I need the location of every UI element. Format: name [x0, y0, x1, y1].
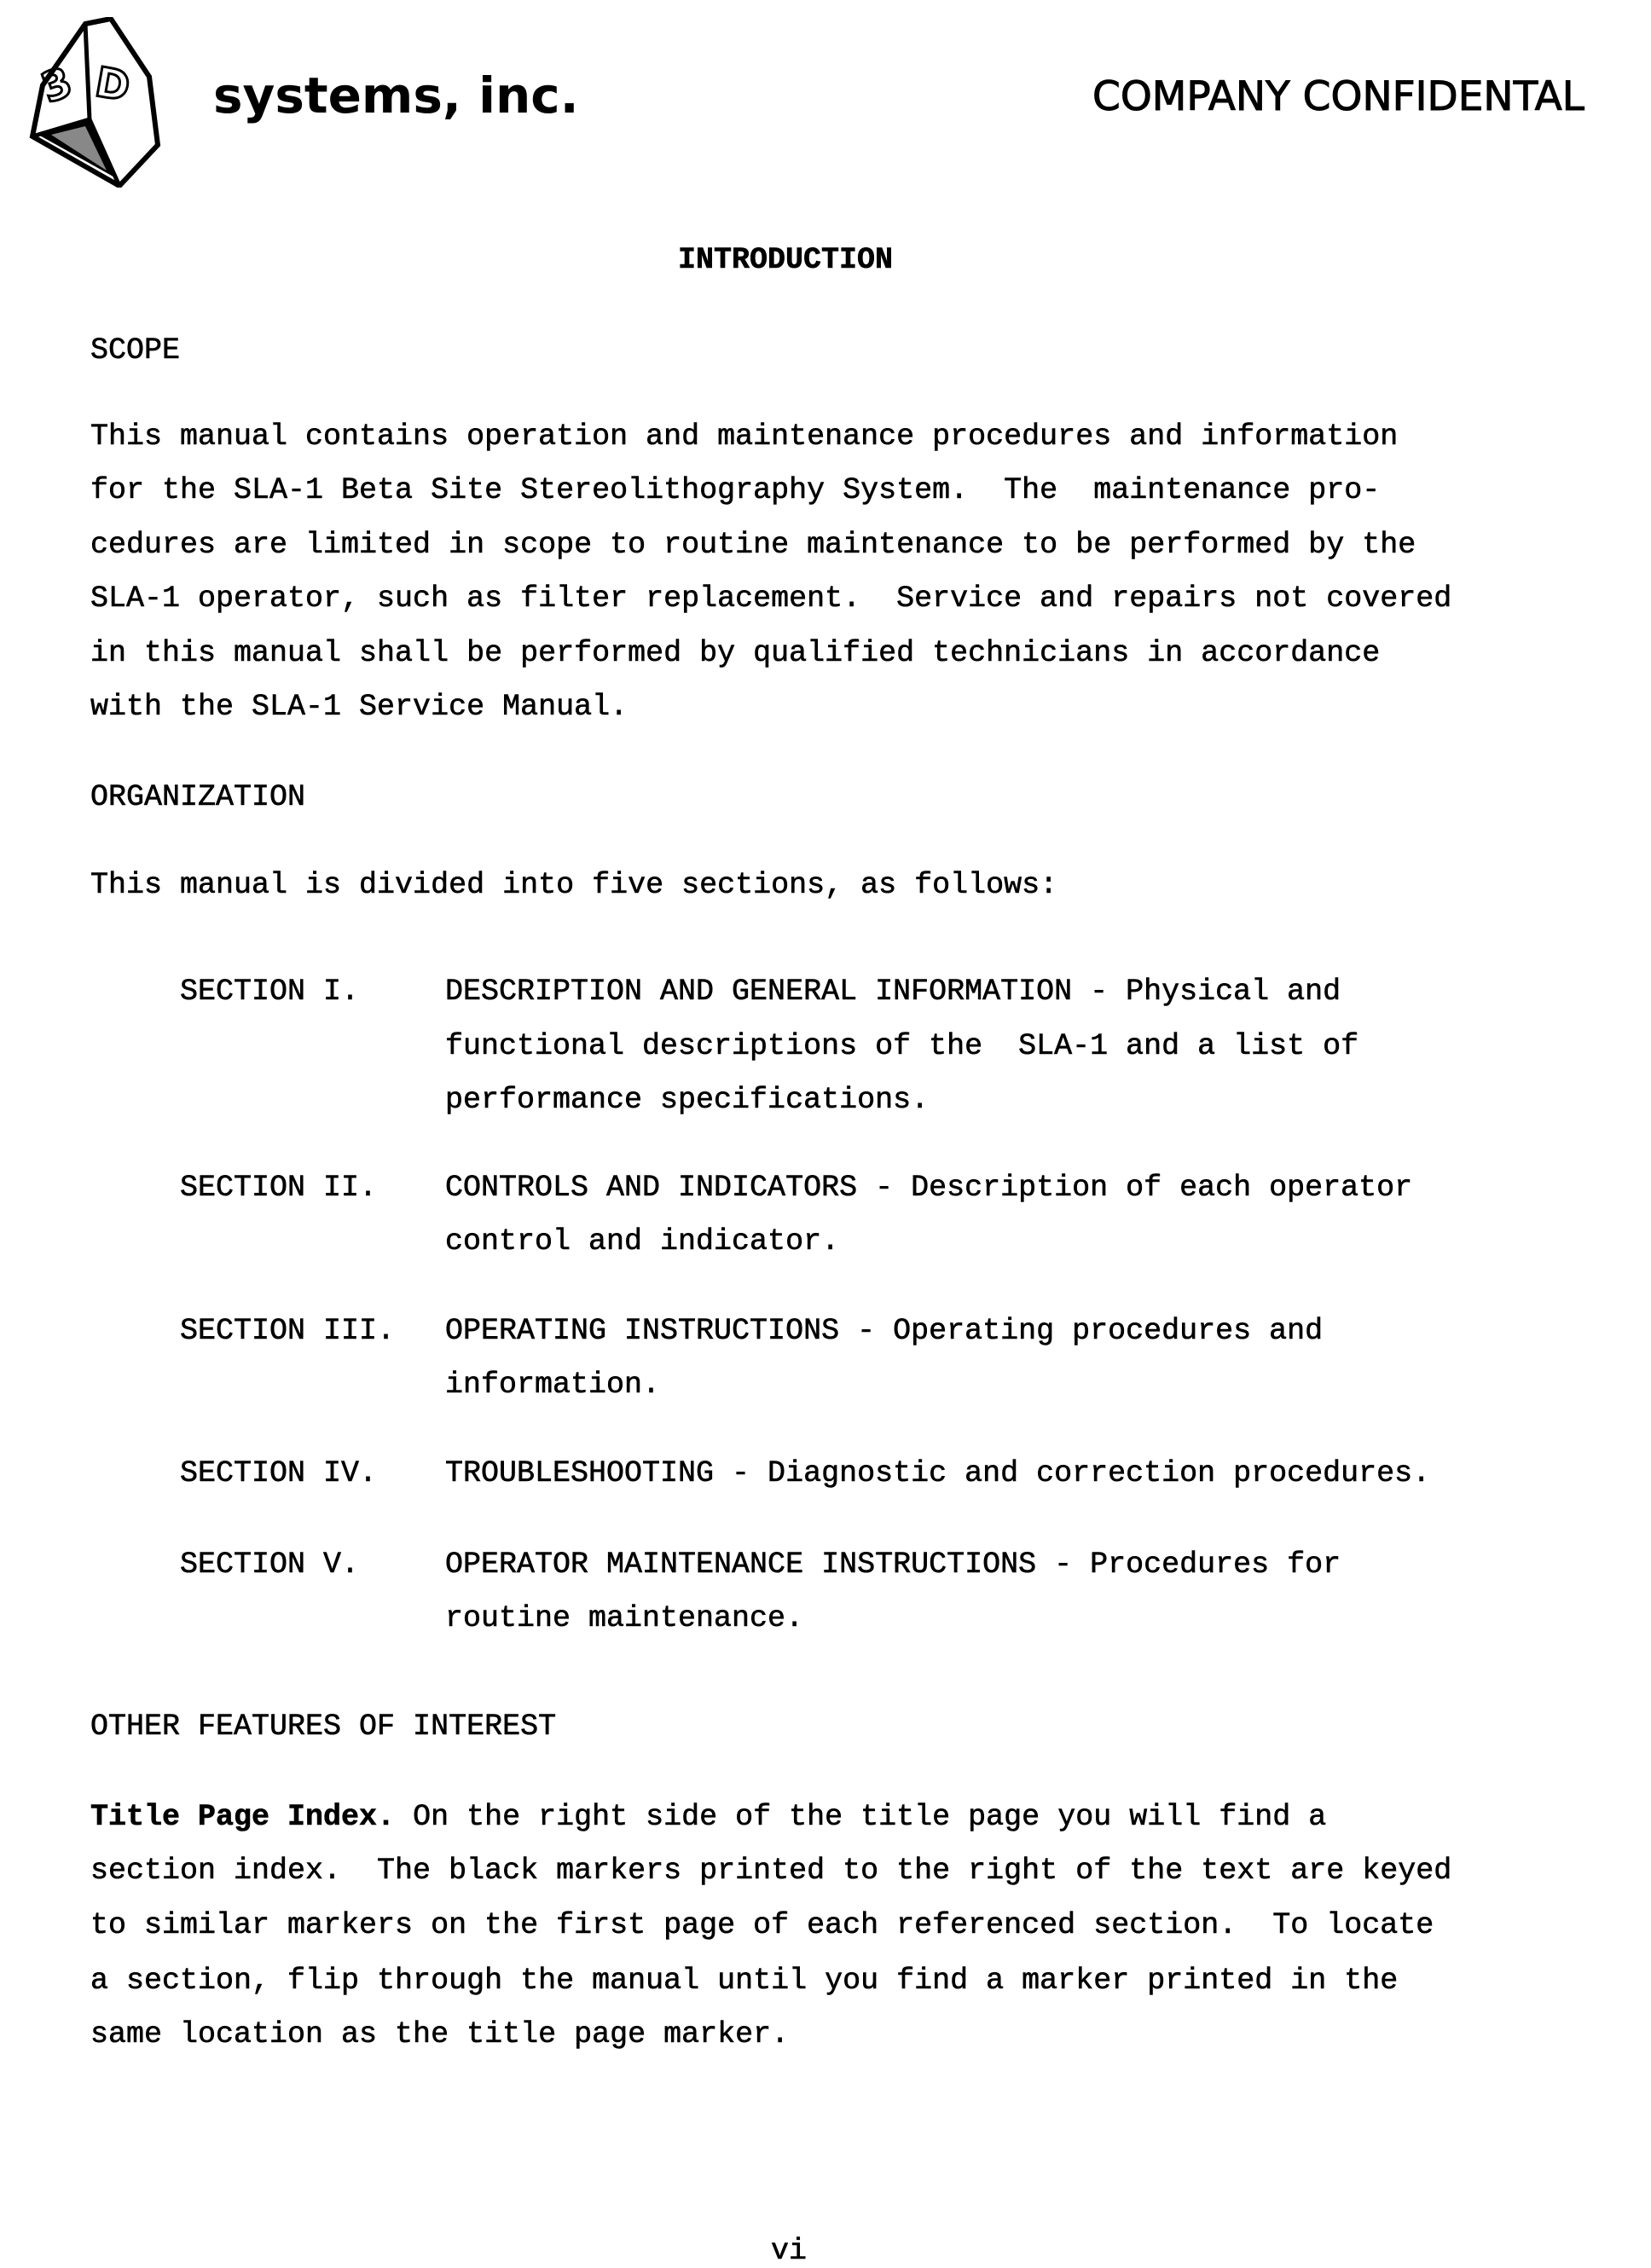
section-desc: functional descriptions of the SLA-1 and a list of	[445, 1029, 1358, 1063]
confidential-label: COMPANY CONFIDENTAL	[1092, 73, 1584, 120]
other-line-first	[90, 1800, 1326, 1834]
section-desc: OPERATING INSTRUCTIONS - Operating procedures and	[445, 1314, 1323, 1348]
other-line: same location as the title page marker.	[90, 2017, 789, 2051]
scope-line: This manual contains operation and maintenance procedures and information	[90, 419, 1398, 454]
section-label: SECTION I.	[180, 975, 359, 1009]
page-title: INTRODUCTION	[678, 243, 893, 277]
section-desc: control and indicator.	[445, 1224, 839, 1258]
section-desc: routine maintenance.	[445, 1601, 803, 1635]
svg-text:3: 3	[35, 58, 78, 113]
section-desc: CONTROLS AND INDICATORS - Description of each operator	[445, 1171, 1412, 1205]
section-label: SECTION V.	[180, 1548, 359, 1582]
section-label: SECTION III.	[180, 1314, 395, 1348]
title-page-index-lead: Title Page Index.	[90, 1800, 395, 1834]
scope-heading: SCOPE	[90, 333, 180, 367]
section-desc: information.	[445, 1368, 660, 1402]
other-line: On the right side of the title page you will find a	[395, 1800, 1326, 1834]
other-line: a section, flip through the manual until you find a marker printed in the	[90, 1964, 1398, 1998]
other-line: section index. The black markers printed to the right of the text are keyed	[90, 1854, 1451, 1888]
scope-line: SLA-1 operator, such as filter replacement. Service and repairs not covered	[90, 581, 1451, 616]
scope-line: cedures are limited in scope to routine maintenance to be performed by the	[90, 528, 1416, 562]
section-desc: DESCRIPTION AND GENERAL INFORMATION - Physical and	[445, 975, 1341, 1009]
scope-line: for the SLA-1 Beta Site Stereolithography System. The maintenance pro-	[90, 473, 1380, 507]
other-heading: OTHER FEATURES OF INTEREST	[90, 1710, 556, 1744]
section-label: SECTION IV.	[180, 1456, 377, 1490]
section-desc: performance specifications.	[445, 1083, 929, 1117]
3d-systems-logo	[26, 17, 209, 188]
scope-line: with the SLA-1 Service Manual.	[90, 690, 628, 724]
organization-intro: This manual is divided into five sections, as follows:	[90, 868, 1057, 902]
scope-line: in this manual shall be performed by qualified technicians in accordance	[90, 636, 1380, 670]
company-name: systems, inc.	[213, 67, 579, 124]
section-desc: TROUBLESHOOTING - Diagnostic and correction procedures.	[445, 1456, 1430, 1490]
svg-text:D: D	[92, 58, 134, 111]
other-line: to similar markers on the first page of each referenced section. To locate	[90, 1908, 1434, 1942]
page-number: vi	[771, 2234, 807, 2268]
section-desc: OPERATOR MAINTENANCE INSTRUCTIONS - Procedures for	[445, 1548, 1341, 1582]
section-label: SECTION II.	[180, 1171, 377, 1205]
organization-heading: ORGANIZATION	[90, 780, 305, 814]
